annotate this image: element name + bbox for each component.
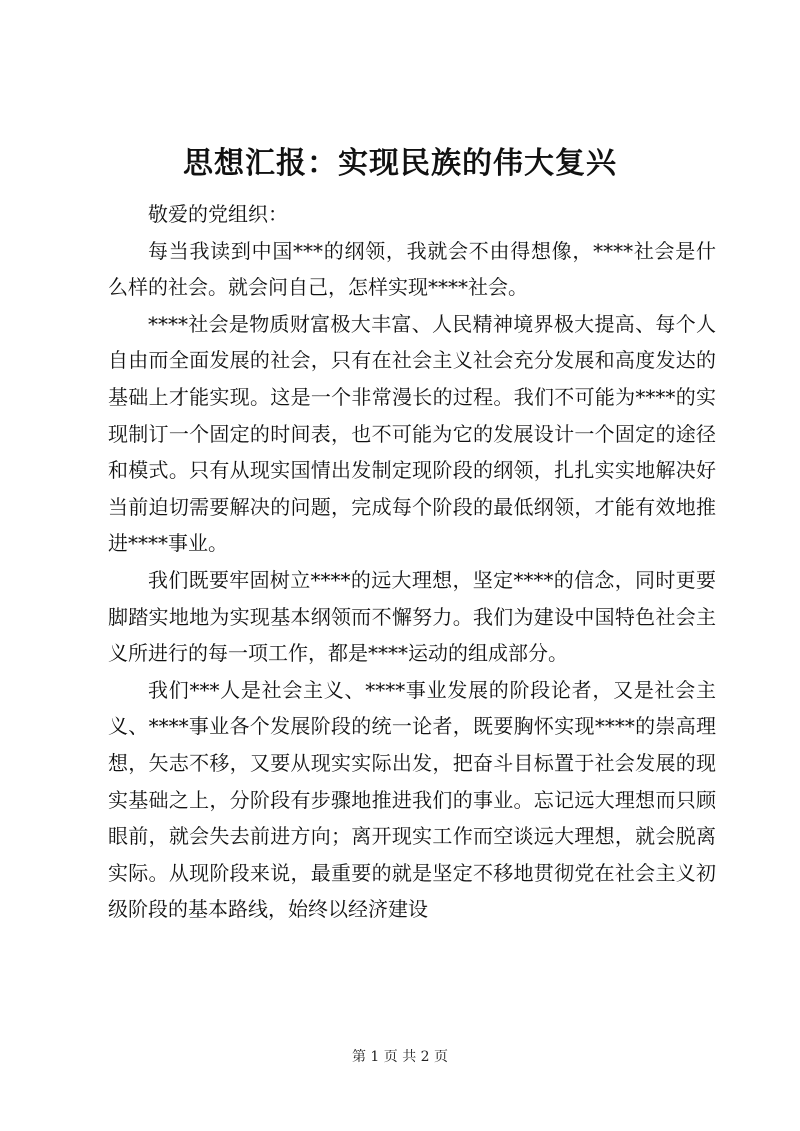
salutation: 敬爱的党组织： bbox=[148, 202, 288, 226]
paragraph-1: 每当我读到中国***的纲领，我就会不由得想像，****社会是什么样的社会。就会问自己，怎样实现****社会。 bbox=[108, 238, 716, 300]
paragraph-3: 我们既要牢固树立****的远大理想，坚定****的信念，同时更要脚踏实地地为实现基本纲领而不懈努力。我们为建设中国特色社会主义所进行的每一项工作，都是****运动的组成部分。 bbox=[108, 567, 716, 666]
paragraph-2: ****社会是物质财富极大丰富、人民精神境界极大提高、每个人自由而全面发展的社会，只有在社会主义社会充分发展和高度发达的基础上才能实现。这是一个非常漫长的过程。我们不可能为****的实现制订一个固定的时间表，也不可能为它的发展设计一个固定的途径和模式。只有从现实国情出发制定现阶段的纲领，扎扎实实地解决好当前迫切需要解决的问题，完成每个阶段的最低纲领，才能有效地推进****事业。 bbox=[108, 311, 716, 556]
paragraph-4: 我们***人是社会主义、****事业发展的阶段论者，又是社会主义、****事业各个发展阶段的统一论者，既要胸怀实现****的崇高理想，矢志不移，又要从现实实际出发，把奋斗目标置于社会发展的现实基础之上，分阶段有步骤地推进我们的事业。忘记远大理想而只顾眼前，就会失去前进方向；离开现实工作而空谈远大理想，就会脱离实际。从现阶段来说，最重要的就是坚定不移地贯彻党在社会主义初级阶段的基本路线，始终以经济建设 bbox=[108, 677, 716, 922]
document-title: 思想汇报：实现民族的伟大复兴 bbox=[183, 146, 617, 181]
document-body bbox=[108, 196, 716, 928]
page-footer: 第 1 页 共 2 页 bbox=[351, 1049, 449, 1065]
